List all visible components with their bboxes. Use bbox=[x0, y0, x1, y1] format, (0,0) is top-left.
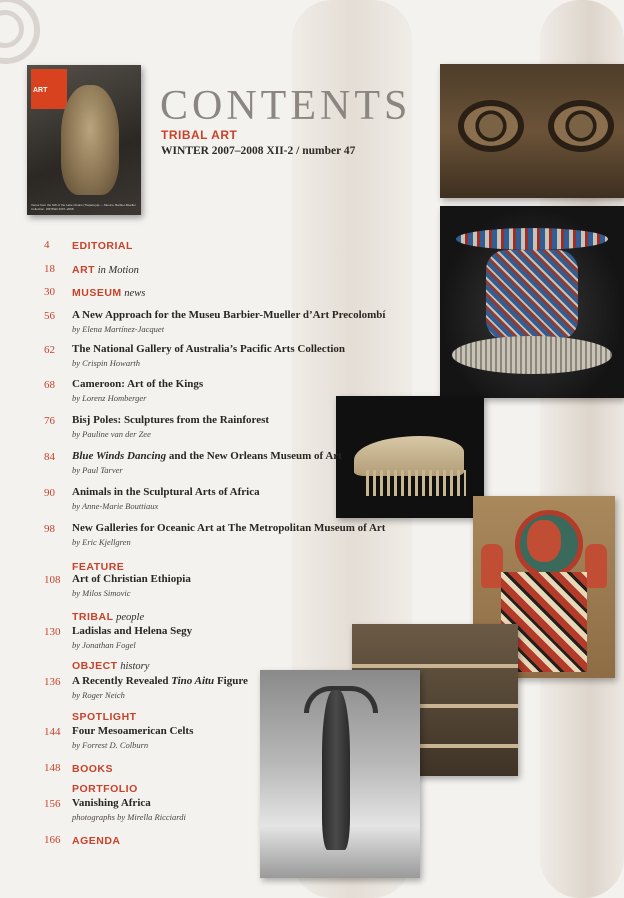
toc-section-header: PORTFOLIO bbox=[72, 783, 138, 795]
toc-article-title[interactable]: Animals in the Sculptural Arts of Africa bbox=[72, 486, 260, 498]
cover-logo-text: ART bbox=[33, 87, 48, 94]
toc-author: photographs by Mirella Ricciardi bbox=[72, 812, 186, 822]
cover-caption: Venus from the SW of the Lake Chalco (Tlapacoya) — Mexico. Barbier-Mueller Collection. WINTER 2007–2008 bbox=[31, 203, 136, 211]
toc-author: by Crispin Howarth bbox=[72, 358, 141, 368]
toc-article-title[interactable]: New Galleries for Oceanic Art at The Metropolitan Museum of Art bbox=[72, 522, 386, 534]
issue-info: WINTER 2007–2008 XII-2 / number 47 bbox=[161, 145, 356, 157]
toc-author: by Roger Neich bbox=[72, 690, 125, 700]
toc-author: by Pauline van der Zee bbox=[72, 429, 151, 439]
toc-article-title[interactable]: Four Mesoamerican Celts bbox=[72, 725, 194, 737]
toc-section[interactable]: ART in Motion bbox=[72, 264, 139, 276]
toc-author: by Elena Martínez-Jacquet bbox=[72, 324, 165, 334]
toc-section-header: OBJECT history bbox=[72, 660, 150, 672]
toc-page-number: 62 bbox=[44, 344, 55, 356]
toc-article-title[interactable]: Cameroon: Art of the Kings bbox=[72, 378, 204, 390]
toc-article-title[interactable]: A Recently Revealed Tino Aitu Figure bbox=[72, 675, 248, 687]
toc-page-number: 30 bbox=[44, 286, 55, 298]
toc-page-number: 136 bbox=[44, 676, 61, 688]
toc-section[interactable]: BOOKS bbox=[72, 763, 114, 775]
toc-page-number: 130 bbox=[44, 626, 61, 638]
toc-author: by Forrest D. Colburn bbox=[72, 740, 149, 750]
toc-page-number: 98 bbox=[44, 523, 55, 535]
toc-author: by Paul Tarver bbox=[72, 465, 123, 475]
toc-article-title[interactable]: Bisj Poles: Sculptures from the Rainforest bbox=[72, 414, 270, 426]
toc-section-header: FEATURE bbox=[72, 561, 125, 573]
toc-author: by Jonathan Fogel bbox=[72, 640, 136, 650]
toc-page-number: 56 bbox=[44, 310, 55, 322]
toc-page-number: 166 bbox=[44, 834, 61, 846]
toc-article-title[interactable]: The National Gallery of Australia’s Pacific Arts Collection bbox=[72, 343, 346, 355]
toc-section[interactable]: AGENDA bbox=[72, 835, 121, 847]
toc-page-number: 90 bbox=[44, 487, 55, 499]
toc-article-title[interactable]: Art of Christian Ethiopia bbox=[72, 573, 191, 585]
toc-author: by Milos Simovic bbox=[72, 588, 131, 598]
toc-page-number: 4 bbox=[44, 239, 50, 251]
toc-page-number: 18 bbox=[44, 263, 55, 275]
toc-page-number: 84 bbox=[44, 451, 55, 463]
toc-section-header: TRIBAL people bbox=[72, 611, 145, 623]
toc-author: by Eric Kjellgren bbox=[72, 537, 131, 547]
toc-section[interactable]: EDITORIAL bbox=[72, 240, 133, 252]
toc-section-header: SPOTLIGHT bbox=[72, 711, 137, 723]
toc-article-title[interactable]: Ladislas and Helena Segy bbox=[72, 625, 193, 637]
magazine-name: TRIBAL ART bbox=[161, 128, 238, 142]
toc-article-title[interactable]: Blue Winds Dancing and the New Orleans Museum of Art bbox=[72, 450, 342, 462]
toc-section[interactable]: MUSEUM news bbox=[72, 287, 146, 299]
toc-page-number: 144 bbox=[44, 726, 61, 738]
toc-page-number: 156 bbox=[44, 798, 61, 810]
toc-page-number: 148 bbox=[44, 762, 61, 774]
page-title: CONTENTS bbox=[160, 83, 412, 129]
toc-author: by Lorenz Homberger bbox=[72, 393, 147, 403]
toc-article-title[interactable]: A New Approach for the Museu Barbier-Mueller d’Art Precolombí bbox=[72, 309, 386, 321]
toc-author: by Anne-Marie Bouttiaux bbox=[72, 501, 159, 511]
toc-page-number: 68 bbox=[44, 379, 55, 391]
toc-article-title[interactable]: Vanishing Africa bbox=[72, 797, 151, 809]
toc-page-number: 108 bbox=[44, 574, 61, 586]
toc-page-number: 76 bbox=[44, 415, 55, 427]
